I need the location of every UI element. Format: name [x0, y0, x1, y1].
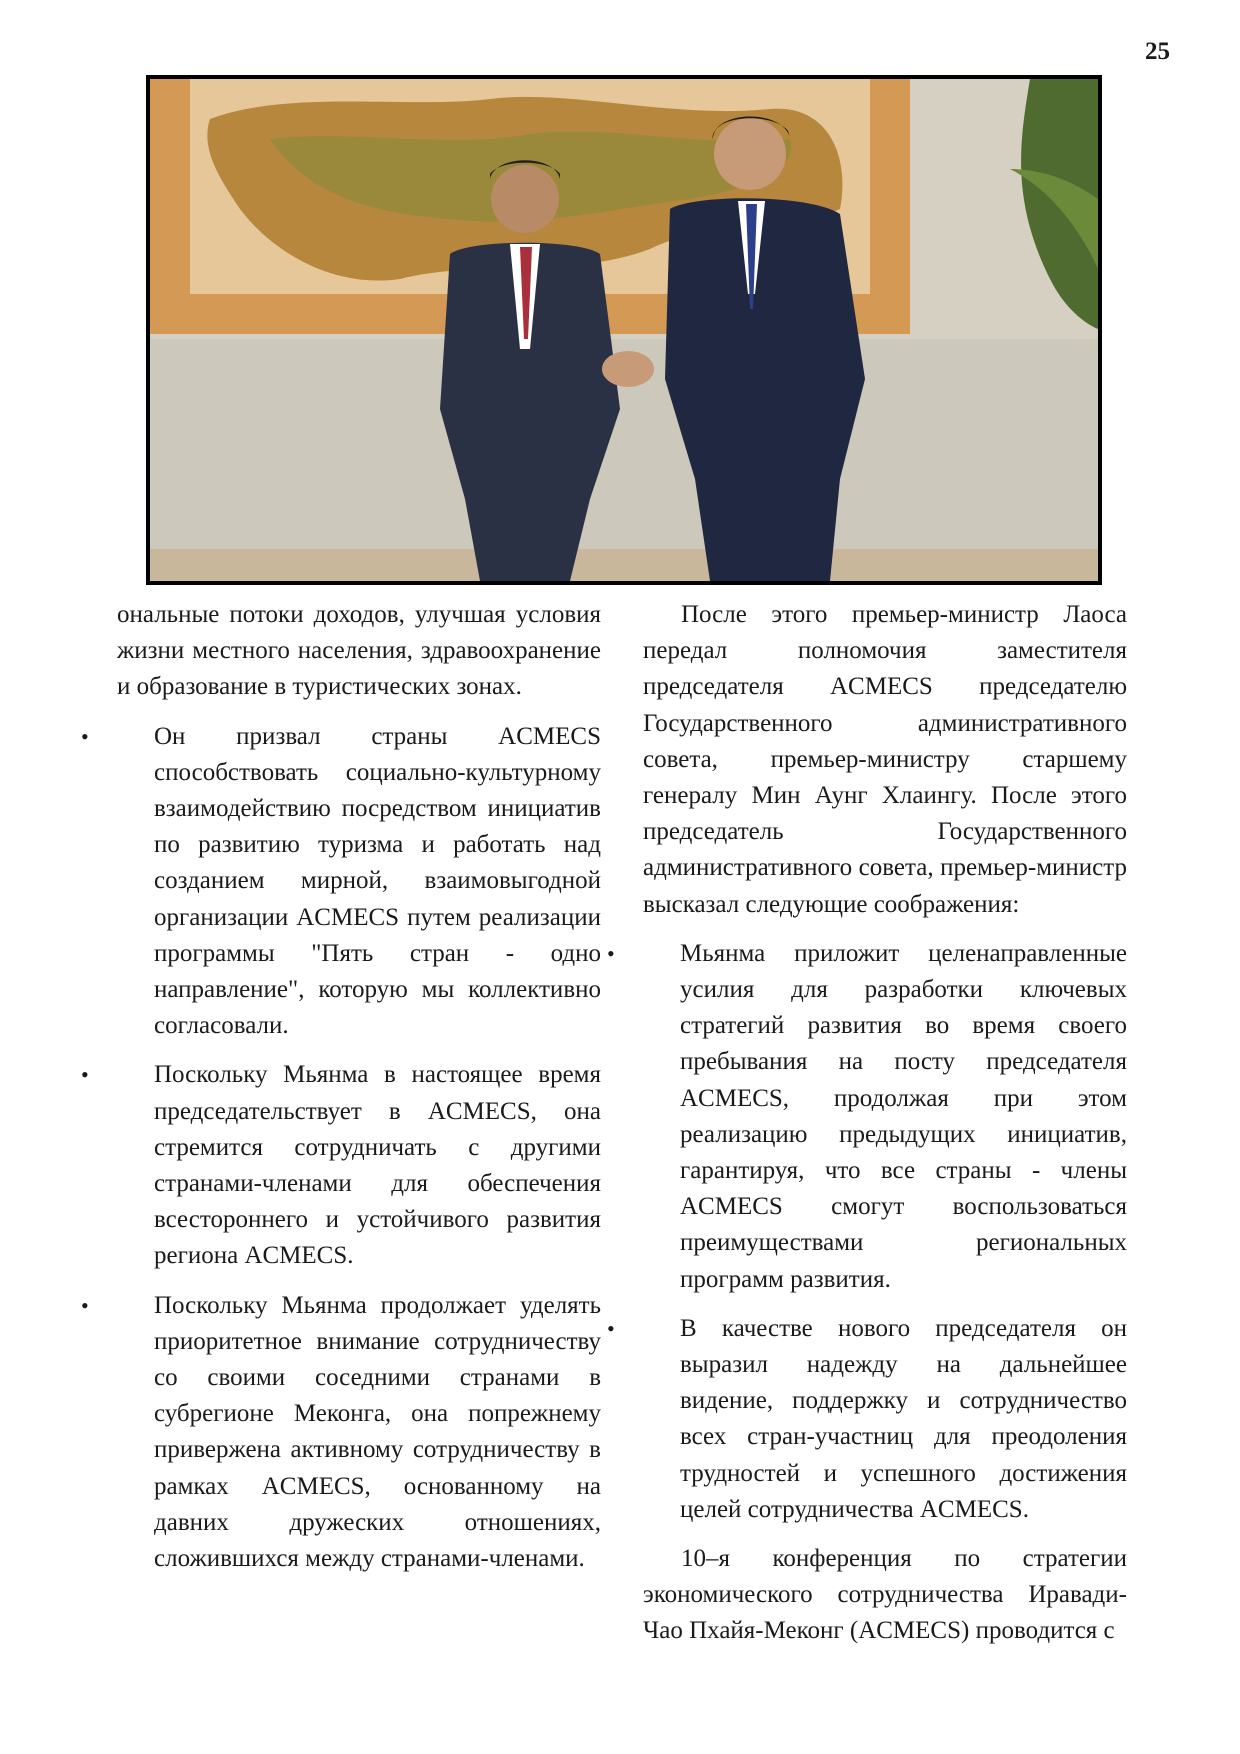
list-item: • В качестве нового председателя он выразил надежду на дальнейшее видение, поддержку и сотрудничество всех стран-участниц для преодоления трудностей и успешного достижения целей сотрудничества ACMECS.: [643, 1311, 1127, 1528]
list-item: • Поскольку Мьянма продолжает уделять приоритетное внимание сотрудничеству со своими соседними странами в субрегионе Меконга, она попрежнему привержена активному сотрудничеству в рамках ACMECS, основанному на давних дружеских отношениях, сложившихся между странами-членами.: [117, 1288, 601, 1578]
right-closing-paragraph: 10–я конференция по стратегии экономического сотрудничества Иравади-Чао Пхайя-Меконг (ACMECS) проводится с: [643, 1545, 1127, 1645]
left-lead-paragraph: ональные потоки доходов, улучшая условия жизни местного населения, здравоохранение и образование в туристических зонах.: [117, 601, 601, 701]
list-item: • Поскольку Мьянма в настоящее время председательствует в ACMECS, она стремится сотрудничать с другими странами-членами для обеспечения всестороннего и устойчивого развития региона ACMECS.: [117, 1057, 601, 1274]
right-column: [643, 597, 1127, 1663]
list-item: • Он призвал страны ACMECS способствовать социально-культурному взаимодействию посредством инициатив по развитию туризма и работать над созданием мирной, взаимовыгодной организации ACMECS путем реализации программы "Пять стран - одно направление", которую мы коллективно согласовали.: [117, 719, 601, 1045]
left-bullet-list: [117, 719, 601, 1578]
right-bullet-list: [643, 936, 1127, 1528]
left-column: [117, 597, 601, 1590]
list-item: • Мьянма приложит целенаправленные усилия для разработки ключевых стратегий развития во время своего пребывания на посту председателя ACMECS, продолжая при этом реализацию предыдущих инициатив, гарантируя, что все страны - члены ACMECS смогут воспользоваться преимуществами региональных программ развития.: [643, 936, 1127, 1298]
page-number: 25: [1145, 38, 1170, 65]
photo-illustration: [150, 79, 1098, 581]
right-intro-paragraph: После этого премьер-министр Лаоса передал полномочия заместителя председателя ACMECS председателю Государственного административного совета, премьер-министру старшему генералу Мин Аунг Хлаингу. После этого председатель Государственного административного совета, премьер-министр высказал следующие соображения:: [643, 601, 1127, 918]
handshake-photo: [146, 75, 1102, 585]
